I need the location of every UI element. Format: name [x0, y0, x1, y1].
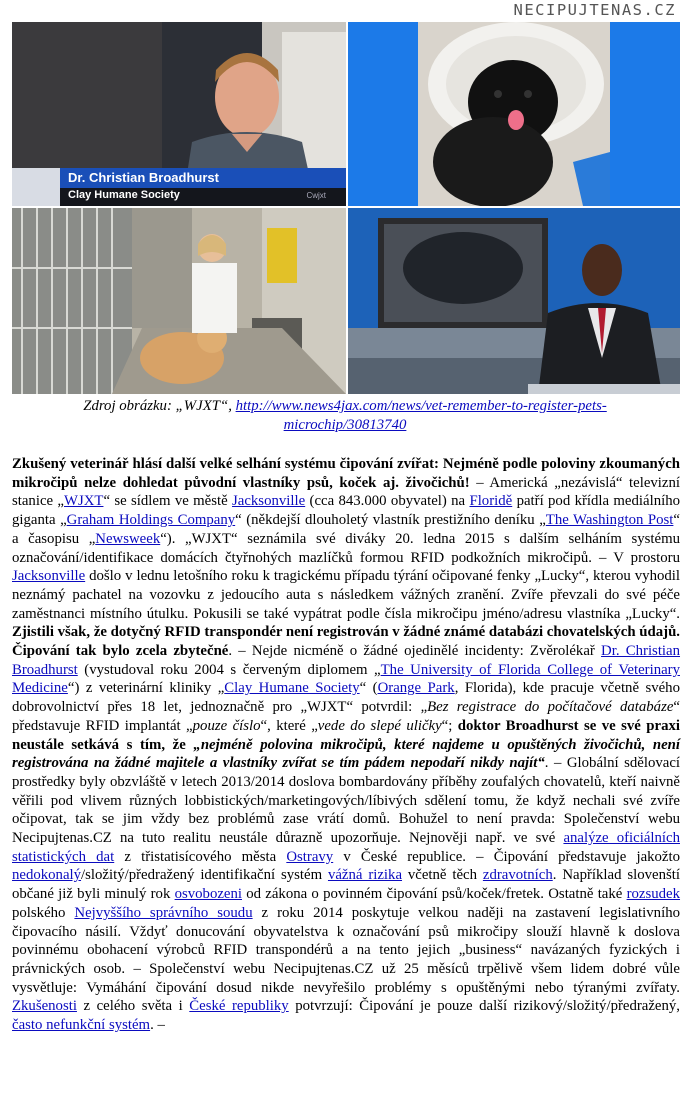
- article-text: “ (: [359, 680, 378, 697]
- article-link[interactable]: Jacksonville: [12, 568, 86, 585]
- site-name-watermark: NECIPUJTENAS.CZ: [513, 1, 676, 19]
- article-link[interactable]: Jacksonville: [232, 493, 306, 510]
- caption-source-prefix: Zdroj obrázku: „WJXT“,: [83, 398, 236, 414]
- article-text: patří pod křídla mediálního giganta „: [12, 493, 680, 529]
- article-link[interactable]: Floridě: [469, 493, 513, 510]
- article-text: (cca 843.000 obyvatel) na: [305, 493, 470, 510]
- article-bold-text: doktor Broadhurst se ve své praxi neustále setkává s tím, že: [12, 717, 680, 753]
- article-text: “) z veterinární kliniky „: [67, 680, 225, 697]
- article-link[interactable]: The University of Florida College of Veterinary Medicine: [12, 661, 680, 697]
- article-text: . –: [150, 1017, 165, 1034]
- news-anchor-photo: [348, 208, 680, 394]
- article-link[interactable]: Nejvyššího správního soudu: [74, 904, 253, 921]
- article-italic-quote: pouze číslo: [192, 717, 261, 734]
- article-text: polského: [12, 904, 75, 921]
- article-text: . Například slovenští občané již byli minulý rok: [12, 867, 680, 903]
- shelter-photo: [12, 208, 346, 394]
- article-text: (vystudoval roku 2004 s červeným diplomem „: [77, 661, 381, 678]
- article-link[interactable]: Zkušenosti: [12, 998, 77, 1015]
- article-link[interactable]: analýze oficiálních statistických dat: [12, 830, 680, 865]
- article-bold-italic-quote: „nejméně polovina mikročipů, které najdeme u opuštěných živočichů, není registrována na žádné majitele a vlastníky zvířat se tím pádem nepodaří nikdy najít“: [12, 736, 681, 772]
- photo-collage: [12, 22, 680, 394]
- article-text: z roku 2014 poskytuje velkou naději na zastavení legislativního čipovacího násilí. Vždyť donucování obyvatelstva k označování psů mikročipy slouží hlavně k doslova povinnému obohacení výrobců RFID transpondérů a na tento jejich „business“ navázaných fyzických i právnických osob. – Společenství webu Necipujtenas.CZ už 25 měsíců trpělivě všem lidem dobré vůle vysvětluje: Vymáhání čipování dosud nikde nevyřešilo problémy s opuštěnými nebo týranými zvířaty.: [12, 904, 680, 996]
- article-link[interactable]: často nefunkční systém: [12, 1017, 151, 1034]
- article-italic-quote: Bez registrace do počítačové databáze: [427, 699, 674, 716]
- article-text: došlo v lednu letošního roku k tragickému případu týrání očipované fenky „Lucky“, kterou vyhodil neznámý pachatel na vozovku z jedoucího auta s následkem vážných zranění. Zvíře převzali do své péče zaměstnanci místního útulku. Pokusili se také vypátrat podle čísla mikročipu jméno/adresu vlastníka „Lucky“.: [12, 568, 680, 622]
- article-link[interactable]: Ostravy: [286, 848, 334, 865]
- article-text: v České republice. – Čipování představuje jakožto: [333, 848, 681, 865]
- article-text: “, které „: [260, 717, 318, 734]
- article-link[interactable]: osvobozeni: [174, 886, 242, 903]
- article-link[interactable]: Orange Park: [377, 680, 455, 697]
- article-text: “ a časopisu „: [12, 512, 680, 547]
- article-text: z celého světa i: [76, 998, 190, 1015]
- article-bold-text: Zkušený veterinář hlásí další velké selhání systému čipování zvířat: Nejméně podle poloviny zkoumaných mikročipů nelze dohledat původní vlastníky psů, koček aj. živočichů!: [12, 456, 680, 491]
- article-text: /složitý/předražený identifikační systém: [81, 867, 328, 884]
- article-text: “ představuje RFID implantát „: [12, 699, 680, 734]
- article-text: “ (někdejší dlouholetý vlastník prestižního deníku „: [235, 512, 546, 529]
- vet-org-lower-third: Clay Humane Society: [68, 189, 180, 201]
- article-text: “). „WJXT“ seznámila své diváky 20. ledna 2015 s dalším selháním systému označování/identifikace domácích čtyřnohých mazlíčků formou RFID podkožních mikročipů. – V prostoru: [12, 530, 680, 566]
- article-body: [12, 455, 680, 1035]
- article-text: . – Globální sdělovací prostředky byly obzvláště v letech 2013/2014 doslova bombardovány příběhy zoufalých chovatelů, kteří naivně věřili pod vlivem různých lobbistických/marketingových/líbivých sdělení tomu, že když nechali své zvíře očipovat, tak se jim vždy bez problémů zase vrátí domů. Bohužel to není pravda: Společenství webu Necipujtenas.CZ na tuto realitu neustále důrazně upozorňuje. Nejnověji např. ve své: [12, 755, 680, 847]
- article-text: včetně těch: [402, 867, 483, 884]
- article-link[interactable]: Clay Humane Society: [224, 680, 360, 697]
- dog-cone-photo: [348, 22, 680, 206]
- article-link[interactable]: The Washington Post: [545, 512, 674, 529]
- article-link[interactable]: Newsweek: [95, 530, 161, 547]
- article-text: “ se sídlem ve městě: [103, 493, 233, 510]
- vet-interview-photo: [12, 22, 346, 206]
- article-link[interactable]: Dr. Christian Broadhurst: [12, 643, 681, 678]
- article-text: – Americká „nezávislá“ televizní stanice „: [12, 474, 680, 510]
- article-text: od zákona o povinném čipování psů/koček/fretek. Ostatně také: [242, 886, 627, 903]
- article-text: “;: [441, 717, 458, 734]
- article-link[interactable]: České republiky: [189, 998, 289, 1015]
- article-link[interactable]: rozsudek: [626, 886, 681, 903]
- article-link[interactable]: zdravotních: [482, 867, 553, 884]
- caption-source-link[interactable]: http://www.news4jax.com/news/vet-remember-to-register-pets-microchip/30813740: [235, 398, 607, 433]
- vet-name-lower-third: Dr. Christian Broadhurst: [68, 170, 219, 185]
- article-text: potvrzují: Čipování je pouze další rizikový/složitý/předražený,: [288, 998, 680, 1015]
- article-link[interactable]: vážná rizika: [327, 867, 403, 884]
- article-text: , Florida), kde pracuje včetně svého dobrovolnictví přes 18 let, jednoznačně pro „WJXT“ potvrdil: „: [12, 680, 680, 716]
- article-link[interactable]: WJXT: [64, 493, 104, 510]
- photo-caption: [40, 397, 650, 434]
- article-italic-quote: vede do slepé uličky: [317, 717, 442, 734]
- station-bug: Cwjxt: [306, 191, 326, 200]
- article-link[interactable]: nedokonalý: [12, 867, 82, 884]
- article-bold-text: Zjistili však, že dotyčný RFID transpondér není registrován v žádné známé databázi chovatelských údajů. Čipování tak bylo zcela zbytečné: [12, 624, 680, 660]
- article-text: . – Nejde nicméně o žádné ojedinělé incidenty: Zvěrolékař: [228, 643, 602, 660]
- article-text: z třistatisícového města: [114, 848, 287, 865]
- article-link[interactable]: Graham Holdings Company: [66, 512, 236, 529]
